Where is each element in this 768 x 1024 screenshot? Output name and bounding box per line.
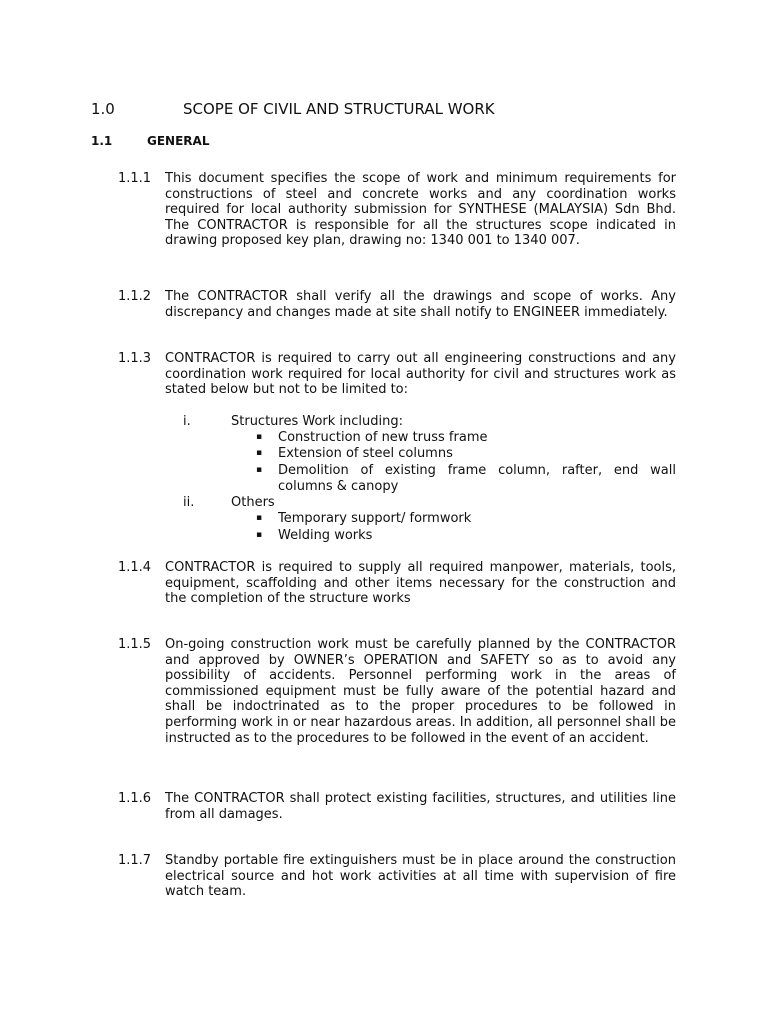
- list-label: Others: [231, 495, 275, 510]
- clause-text: This document specifies the scope of work and minimum requirements for constructions of steel and concrete works and any coordination works required for local authority submission for SYNTHESE (MALAYSIA) Sdn Bhd. The CONTRACTOR is responsible for all the structures scope indicated in drawing proposed key plan, drawing no: 1340 001 to 1340 007.: [165, 171, 676, 249]
- list-numeral: ii.: [183, 495, 195, 510]
- bullet-marker: ▪: [256, 448, 263, 458]
- clause-text: Standby portable fire extinguishers must be in place around the construction electrical source and hot work activities at all time with supervision of fire watch team.: [165, 853, 676, 900]
- clause-number: 1.1.5: [118, 637, 152, 652]
- subsection-title: GENERAL: [147, 134, 210, 148]
- clause-text: On-going construction work must be carefully planned by the CONTRACTOR and approved by OWNER’s OPERATION and SAFETY so as to avoid any possibility of accidents. Personnel performing work in the areas of commissioned equipment must be fully aware of the potential hazard and shall be indoctrinated as to the proper procedures to be followed in performing work in or near hazardous areas. In addition, all personnel shall be instructed as to the procedures to be followed in the event of an accident.: [165, 637, 676, 746]
- bullet-marker: ▪: [256, 465, 263, 475]
- list-item: Welding works: [278, 528, 373, 543]
- list-item: Temporary support/ formwork: [278, 511, 472, 526]
- clause-number: 1.1.2: [118, 289, 152, 304]
- clause-text: CONTRACTOR is required to carry out all engineering constructions and any coordination work required for local authority for civil and structures work as stated below but not to be limited to:: [165, 351, 676, 398]
- bullet-marker: ▪: [256, 513, 263, 523]
- clause-text: CONTRACTOR is required to supply all required manpower, materials, tools, equipment, scaffolding and other items necessary for the construction and the completion of the structure works: [165, 560, 676, 607]
- list-item: Extension of steel columns: [278, 446, 453, 461]
- bullet-marker: ▪: [256, 432, 263, 442]
- list-item: Demolition of existing frame column, rafter, end wall columns & canopy: [278, 463, 676, 494]
- clause-text: The CONTRACTOR shall verify all the drawings and scope of works. Any discrepancy and changes made at site shall notify to ENGINEER immediately.: [165, 289, 676, 320]
- subsection-number: 1.1: [91, 134, 113, 148]
- section-number: 1.0: [91, 100, 115, 118]
- list-item: Construction of new truss frame: [278, 430, 488, 445]
- clause-number: 1.1.1: [118, 171, 152, 186]
- clause-text: The CONTRACTOR shall protect existing facilities, structures, and utilities line from all damages.: [165, 791, 676, 822]
- list-numeral: i.: [183, 414, 191, 429]
- clause-number: 1.1.6: [118, 791, 152, 806]
- list-label: Structures Work including:: [231, 414, 404, 429]
- clause-number: 1.1.3: [118, 351, 152, 366]
- section-title: SCOPE OF CIVIL AND STRUCTURAL WORK: [183, 100, 495, 118]
- clause-number: 1.1.4: [118, 560, 152, 575]
- bullet-marker: ▪: [256, 530, 263, 540]
- clause-number: 1.1.7: [118, 853, 152, 868]
